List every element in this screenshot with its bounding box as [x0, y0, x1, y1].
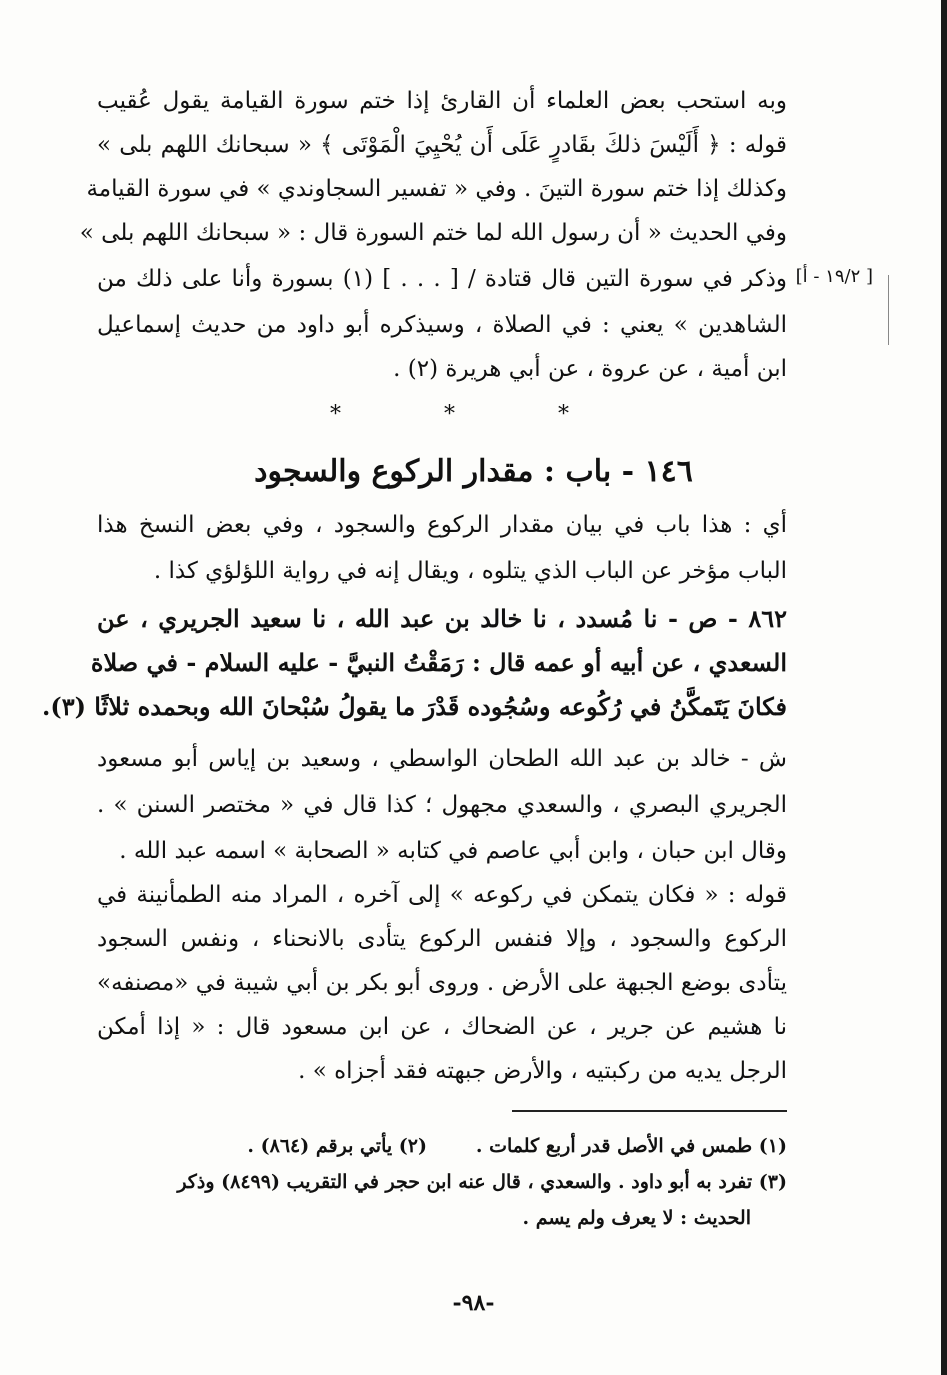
footnote-3: (٣) تفرد به أبو داود . والسعدي ، قال عنه ابن حجر في التقريب (٨٤٩٩) وذكر — [177, 1171, 787, 1193]
paragraph-3 — [97, 744, 787, 874]
footnote-3-continued: الحديث : لا يعرف ولم يسم . — [522, 1207, 751, 1229]
text-line: ٨٦٢ - ص - نا مُسدد ، نا خالد بن عبد الله ، نا سعيد الجريري ، عن — [97, 604, 787, 633]
scan-mark — [888, 275, 889, 345]
text-line: الشاهدين » يعني : في الصلاة ، وسيذكره أبو داود من حديث إسماعيل — [97, 312, 787, 338]
footnote-separator — [512, 1110, 787, 1112]
text-line: يتأدى بوضع الجبهة على الأرض . وروى أبو بكر بن أبي شيبة في «مصنفه» — [97, 970, 787, 996]
text-line: ش - خالد بن عبد الله الطحان الواسطي ، وسعيد بن إياس أبو مسعود — [97, 746, 787, 772]
hadith-text — [41, 604, 787, 734]
text-line: نا هشيم عن جرير ، عن الضحاك ، عن ابن مسعود قال : « إذا أمكن — [97, 1014, 787, 1040]
paragraph-4 — [97, 880, 787, 1100]
text-line: أي : هذا باب في بيان مقدار الركوع والسجود ، وفي بعض النسخ هذا — [97, 512, 787, 538]
text-line: الركوع والسجود ، وإلا فنفس الركوع يتأدى بالانحناء ، ونفس السجود — [97, 926, 787, 952]
text-line: الجريري البصري ، والسعدي مجهول ؛ كذا قال في « مختصر السنن » . — [97, 792, 787, 818]
paragraph-2 — [97, 510, 787, 600]
paragraph-1 — [79, 86, 787, 386]
scan-edge — [941, 0, 947, 1375]
text-line: السعدي ، عن أبيه أو عمه قال : رَمَقْتُ النبيَّ - عليه السلام - في صلاة — [90, 648, 787, 677]
text-line: ابن أمية ، عن عروة ، عن أبي هريرة (٢) . — [393, 356, 787, 382]
text-line: الرجل يديه من ركبتيه ، والأرض جبهته فقد أجزاه » . — [298, 1058, 787, 1084]
footnote-1: (١) طمس في الأصل قدر أربع كلمات . — [475, 1135, 787, 1157]
text-line: وفي الحديث « أن رسول الله لما ختم السورة قال : « سبحانك اللهم بلى » — [79, 220, 787, 246]
text-line: قوله : « فكان يتمكن في ركوعه » إلى آخره ، المراد منه الطمأنينة في — [97, 882, 787, 908]
text-line: فكانَ يَتَمكَّنُ في رُكُوعه وسُجُوده قَدْرَ ما يقولُ سُبْحانَ الله وبحمده ثلاثًا (٣). — [41, 692, 787, 721]
text-line: وبه استحب بعض العلماء أن القارئ إذا ختم سورة القيامة يقول عُقيب — [97, 88, 787, 114]
text-line: وكذلك إذا ختم سورة التينَ . وفي « تفسير السجاوندي » في سورة القيامة — [86, 176, 787, 202]
text-line: الباب مؤخر عن الباب الذي يتلوه ، ويقال إنه في رواية اللؤلؤي كذا . — [153, 558, 787, 584]
text-line: قوله : ﴿ أَلَيْسَ ذلكَ بقَادرٍ عَلَى أَن يُحْيِيَ الْمَوْتَى ﴾ « سبحانك اللهم بلى » — [97, 132, 787, 158]
text-line: وذكر في سورة التين قال قتادة / [ . . . ] (١) بسورة وأنا على ذلك من — [97, 266, 787, 292]
text-line: وقال ابن حبان ، وابن أبي عاصم في كتابه « الصحابة » اسمه عبد الله . — [119, 838, 787, 864]
chapter-heading: ١٤٦ - باب : مقدار الركوع والسجود — [254, 454, 693, 489]
manuscript-folio-note: [ ١٩/٢ - أ] — [795, 266, 873, 287]
section-divider-stars: * * * — [330, 402, 617, 427]
footnote-2: (٢) يأتي برقم (٨٦٤) . — [247, 1135, 427, 1157]
page-number: -٩٨- — [452, 1290, 495, 1316]
